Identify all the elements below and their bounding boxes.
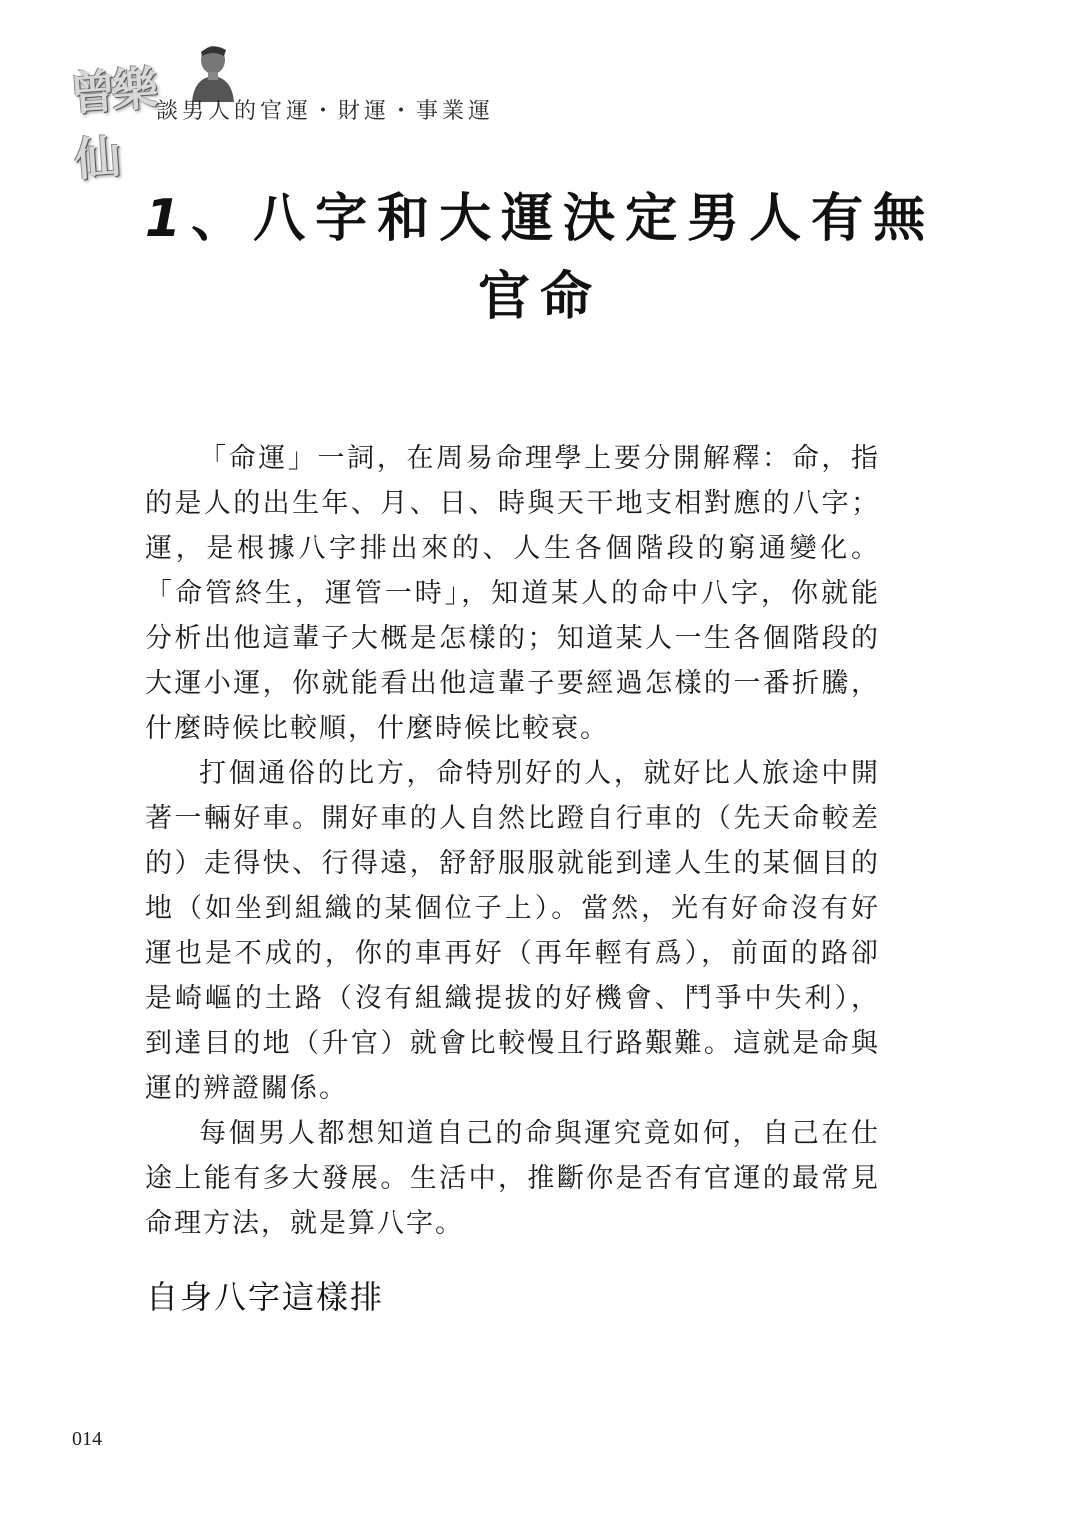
chapter-title-line-1 (120, 180, 960, 258)
section-heading: 自身八字這樣排 (146, 1278, 385, 1316)
logo-text: 曾樂仙 (68, 61, 156, 187)
paragraph: 「命運」一詞，在周易命理學上要分開解釋：命，指的是人的出生年、月、日、時與天干地支相對應的八字；運，是根據八字排出來的、人生各個階段的窮通變化。「命管終生，運管一時」，知道某人的命中八字，你就能分析出他這輩子大概是怎樣的；知道某人一生各個階段的大運小運，你就能看出他這輩子要經過怎樣的一番折騰，什麼時候比較順，什麼時候比較衰。 (145, 443, 880, 744)
chapter-number: 1 (144, 189, 192, 249)
paragraph: 打個通俗的比方，命特別好的人，就好比人旅途中開著一輛好車。開好車的人自然比蹬自行車的（先天命較差的）走得快、行得遠，舒舒服服就能到達人生的某個目的地（如坐到組織的某個位子上）。當然，光有好命沒有好運也是不成的，你的車再好（再年輕有爲），前面的路卻是崎嶇的土路（沒有組織提拔的好機會、鬥爭中失利），到達目的地（升官）就會比較慢且行路艱難。這就是命與運的辨證關係。 (145, 758, 880, 1104)
body-text (145, 436, 880, 1246)
author-portrait-icon (188, 42, 238, 102)
running-header (68, 40, 510, 187)
page-number: 014 (72, 1428, 102, 1450)
paragraph: 每個男人都想知道自己的命與運究竟如何，自己在仕途上能有多大發展。生活中，推斷你是否有官運的最常見命理方法，就是算八字。 (145, 1118, 880, 1239)
chapter-title-line-2: 官命 (477, 267, 602, 327)
chapter-title-text: 、八字和大運決定男人有無 (191, 189, 936, 249)
book-subtitle: 談男人的官運・財運・事業運 (156, 99, 495, 124)
chapter-title (120, 180, 960, 336)
